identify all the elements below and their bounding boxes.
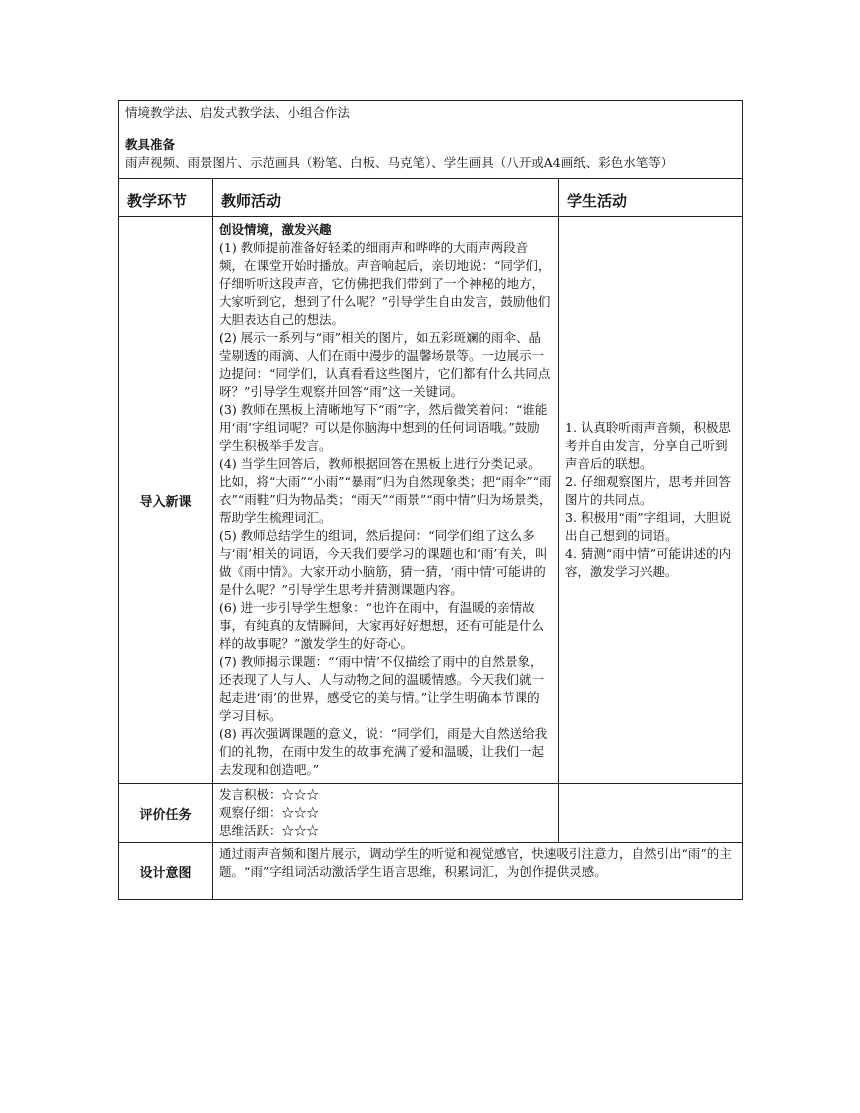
intro-row [119,217,743,784]
intro-step: (4) 当学生回答后，教师根据回答在黑板上进行分类记录。比如，将“大雨”“小雨”“暴雨”归为自然现象类；把“雨伞”“雨衣”“雨鞋”归为物品类；“雨天”“雨景”“雨中情”归为场景类，帮助学生梳理词汇。 [219,456,552,525]
evaluation-item: 思维活跃：☆☆☆ [219,823,320,838]
intro-step: (2) 展示一系列与“雨”相关的图片，如五彩斑斓的雨伞、晶莹剔透的雨滴、人们在雨中漫步的温馨场景等。一边展示一边提问：“同学们，认真看看这些图片，它们都有什么共同点呀？”引导学生观察并回答“雨”这一关键词。 [219,330,551,399]
intent-text: 通过雨声音频和图片展示，调动学生的听觉和视觉感官，快速吸引注意力，自然引出“雨”的主题。“雨”字组词活动激活学生语言思维，积累词汇，为创作提供灵感。 [213,843,743,900]
teaching-methods-text: 情境教学法、启发式教学法、小组合作法 [125,105,351,120]
evaluation-label: 评价任务 [119,784,213,843]
student-activity-item: 4. 猜测“雨中情”可能讲述的内容，激发学习兴趣。 [565,546,732,579]
intro-teacher-activity [213,217,559,784]
intro-title: 创设情境，激发兴趣 [219,222,332,237]
intro-step: (3) 教师在黑板上清晰地写下“雨”字，然后微笑着问：“谁能用‘雨’字组词呢？可以是你脑海中想到的任何词语哦。”鼓励学生积极举手发言。 [219,402,548,453]
evaluation-items [213,784,559,843]
intro-label: 导入新课 [119,217,213,784]
table-header-row [119,179,743,217]
intent-label: 设计意图 [119,843,213,900]
header-teacher-activity: 教师活动 [213,179,559,217]
evaluation-item: 观察仔细：☆☆☆ [219,805,320,820]
intro-student-activity [559,217,743,784]
evaluation-row [119,784,743,843]
student-activity-item: 3. 积极用“雨”字组词，大胆说出自己想到的词语。 [565,510,732,543]
evaluation-empty-cell [559,784,743,843]
header-student-activity: 学生活动 [559,179,743,217]
lesson-plan-table [118,100,742,900]
methods-and-tools-cell [119,101,743,179]
student-activity-item: 1. 认真聆听雨声音频，积极思考并自由发言，分享自己听到声音后的联想。 [565,420,731,471]
intro-step: (8) 再次强调课题的意义，说：“同学们，雨是大自然送给我们的礼物，在雨中发生的故事充满了爱和温暖，让我们一起去发现和创造吧。” [219,726,548,777]
intro-step: (1) 教师提前准备好轻柔的细雨声和哗哗的大雨声两段音频，在课堂开始时播放。声音响起后，亲切地说：“同学们，仔细听听这段声音，它仿佛把我们带到了一个神秘的地方，大家听到它，想到了什么呢？”引导学生自由发言，鼓励他们大胆表达自己的想法。 [219,240,551,327]
intro-step: (5) 教师总结学生的组词，然后提问：“同学们组了这么多与‘雨’相关的词语，今天我们要学习的课题也和‘雨’有关，叫做《雨中情》。大家开动小脑筋，猜一猜，‘雨中情’可能讲的是什么呢？”引导学生思考并猜测课题内容。 [219,528,548,597]
student-activity-item: 2. 仔细观察图片，思考并回答图片的共同点。 [565,474,731,507]
intent-row [119,843,743,900]
methods-and-tools-row [119,101,743,179]
header-stage: 教学环节 [119,179,213,217]
intro-step: (7) 教师揭示课题：“‘雨中情’不仅描绘了雨中的自然景象，还表现了人与人、人与动物之间的温暖情感。今天我们就一起走进‘雨’的世界，感受它的美与情。”让学生明确本节课的学习目标。 [219,654,545,723]
evaluation-item: 发言积极：☆☆☆ [219,787,320,802]
tools-text: 雨声视频、雨景图片、示范画具（粉笔、白板、马克笔）、学生画具（八开或A4画纸、彩色水笔等） [125,155,674,170]
tools-heading: 教具准备 [125,137,176,152]
intro-step: (6) 进一步引导学生想象：“也许在雨中，有温暖的亲情故事，有纯真的友情瞬间，大家再好好想想，还有可能是什么样的故事呢？”激发学生的好奇心。 [219,600,545,651]
